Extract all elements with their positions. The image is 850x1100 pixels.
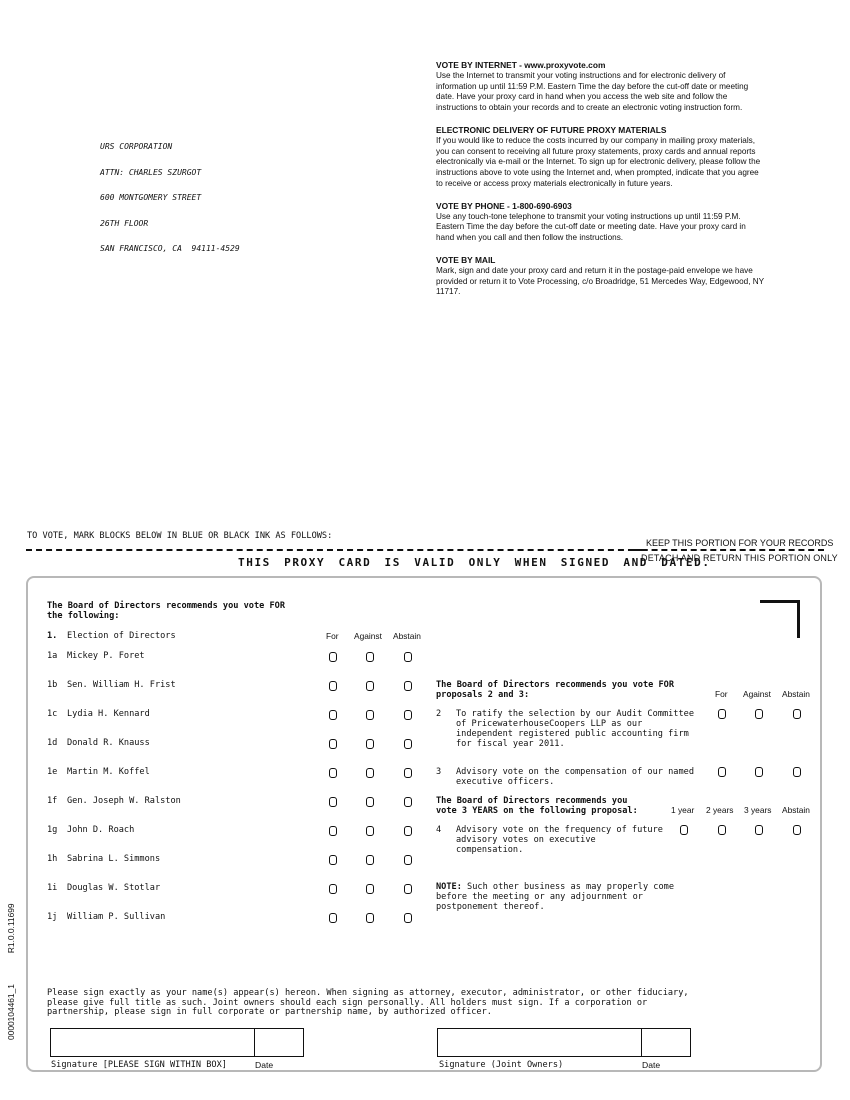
director-against-checkbox[interactable] [366,681,374,691]
proposal-3-abstain-checkbox[interactable] [793,767,801,777]
detach-line-right [632,549,824,551]
director-abstain-checkbox[interactable] [404,681,412,691]
vote-by-internet-heading: VOTE BY INTERNET - www.proxyvote.com [436,60,606,70]
joint-signature-date-label: Date [642,1060,661,1070]
director-id: 1e [47,767,58,777]
signature-box[interactable] [50,1028,255,1057]
detach-line [26,549,644,551]
vote-by-mail-section [436,255,766,298]
proposal-2-abstain-checkbox[interactable] [793,709,801,719]
column-against-right: Against [743,689,771,699]
item-1-label: Election of Directors [67,631,176,641]
director-name: Donald R. Knauss [67,738,150,748]
director-id: 1h [47,854,58,864]
column-abstain-right: Abstain [782,689,810,699]
director-for-checkbox[interactable] [329,710,337,720]
proposal-3-number: 3 [436,767,442,777]
director-against-checkbox[interactable] [366,797,374,807]
signature-date-box[interactable] [254,1028,304,1057]
director-abstain-checkbox[interactable] [404,797,412,807]
director-abstain-checkbox[interactable] [404,710,412,720]
column-abstain: Abstain [393,631,421,641]
director-id: 1a [47,651,58,661]
director-id: 1f [47,796,58,806]
voting-instructions [436,60,766,309]
address-line: ATTN: CHARLES SZURGOT [100,167,202,177]
electronic-delivery-heading: ELECTRONIC DELIVERY OF FUTURE PROXY MATERIALS [436,124,667,135]
director-abstain-checkbox[interactable] [404,652,412,662]
proposal-4-number: 4 [436,825,442,835]
director-name: John D. Roach [67,825,135,835]
director-id: 1g [47,825,58,835]
column-for: For [326,631,339,641]
joint-signature-label: Signature (Joint Owners) [439,1060,564,1070]
proposal-2-number: 2 [436,709,442,719]
director-name: Gen. Joseph W. Ralston [67,796,181,806]
vote-by-internet-text: Use the Internet to transmit your voting instructions and for electronic delivery of information up until 11:59 P.M. Eastern Time the day before the cut-off date or meeting date. Have your proxy card in hand when you access the web site and follow the instructions to obtain your records and to create an electronic voting instruction form. [436,70,749,113]
director-abstain-checkbox[interactable] [404,913,412,923]
director-id: 1b [47,680,58,690]
director-abstain-checkbox[interactable] [404,768,412,778]
proposal-3-for-checkbox[interactable] [718,767,726,777]
director-name: Douglas W. Stotlar [67,883,161,893]
signing-instructions: Please sign exactly as your name(s) appear(s) hereon. When signing as attorney, executor, administrator, or other fiduciary, please give full title as such. Joint owners should each sign personally. All holders must sign. If a corporation or partnership, please sign in full corporate or partnership name, by authorized officer. [47,988,689,1018]
director-abstain-checkbox[interactable] [404,739,412,749]
mailing-address [100,126,240,262]
board-recommendation-directors: The Board of Directors recommends you vote FOR the following: [47,601,285,621]
director-name: Sen. William H. Frist [67,680,176,690]
director-against-checkbox[interactable] [366,652,374,662]
electronic-delivery-section [436,125,766,190]
director-id: 1i [47,883,58,893]
proposal-3-text: Advisory vote on the compensation of our named executive officers. [456,767,694,787]
director-name: Lydia H. Kennard [67,709,150,719]
proposal-4-1-year-checkbox[interactable] [680,825,688,835]
detach-return-label: DETACH AND RETURN THIS PORTION ONLY [641,553,838,563]
proposal-4-3-years-checkbox[interactable] [755,825,763,835]
director-abstain-checkbox[interactable] [404,884,412,894]
proposal-3-against-checkbox[interactable] [755,767,763,777]
director-for-checkbox[interactable] [329,797,337,807]
note [436,882,674,912]
director-for-checkbox[interactable] [329,739,337,749]
vote-by-mail-text: Mark, sign and date your proxy card and return it in the postage-paid envelope we have provided or return it to Vote Processing, c/o Broadridge, 51 Mercedes Way, Edgewood, NY 11717. [436,265,764,297]
corner-registration-mark [760,600,800,638]
director-for-checkbox[interactable] [329,855,337,865]
address-line: URS CORPORATION [100,142,173,151]
director-against-checkbox[interactable] [366,913,374,923]
valid-notice: THIS PROXY CARD IS VALID ONLY WHEN SIGNED AND DATED. [238,556,711,569]
director-against-checkbox[interactable] [366,710,374,720]
proposal-2-against-checkbox[interactable] [755,709,763,719]
address-line: SAN FRANCISCO, CA 94111-4529 [100,244,240,253]
director-for-checkbox[interactable] [329,681,337,691]
director-id: 1d [47,738,58,748]
director-for-checkbox[interactable] [329,652,337,662]
signature-label: Signature [PLEASE SIGN WITHIN BOX] [51,1060,227,1070]
director-against-checkbox[interactable] [366,884,374,894]
document-code: 0000104461_1 R1.0.0.11699 [6,903,16,1040]
column-2-years: 2 years [706,805,734,815]
director-name: Mickey P. Foret [67,651,145,661]
joint-signature-box[interactable] [437,1028,642,1057]
director-name: Martin M. Koffel [67,767,150,777]
director-against-checkbox[interactable] [366,739,374,749]
vote-by-mail-heading: VOTE BY MAIL [436,254,496,265]
vote-by-phone-section [436,201,766,244]
column-1-year: 1 year [671,805,695,815]
director-abstain-checkbox[interactable] [404,826,412,836]
proposal-2-text: To ratify the selection by our Audit Committee of PricewaterhouseCoopers LLP as our independent registered public accounting firm for fiscal year 2011. [456,709,694,749]
director-for-checkbox[interactable] [329,913,337,923]
address-line: 600 MONTGOMERY STREET [100,193,202,202]
director-against-checkbox[interactable] [366,855,374,865]
note-text: Such other business as may properly come before the meeting or any adjournment or postponement thereof. [436,882,675,912]
director-for-checkbox[interactable] [329,884,337,894]
proposal-4-2-years-checkbox[interactable] [718,825,726,835]
director-against-checkbox[interactable] [366,826,374,836]
column-against: Against [354,631,382,641]
vote-by-phone-text: Use any touch-tone telephone to transmit your voting instructions up until 11:59 P.M. Eastern Time the day before the cut-off date or meeting date. Have your proxy card in hand when you call and then follow the instructions. [436,211,746,243]
director-for-checkbox[interactable] [329,826,337,836]
electronic-delivery-text: If you would like to reduce the costs incurred by our company in mailing proxy materials, you can consent to receiving all future proxy statements, proxy cards and annual reports electronically via e-mail or the Internet. To sign up for electronic delivery, please follow the instructions above to vote using the Internet and, when prompted, indicate that you agree to receive or access proxy materials electronically in future years. [436,135,761,188]
board-recommendation-proposals-2-3: The Board of Directors recommends you vote FOR proposals 2 and 3: [436,680,674,700]
director-name: Sabrina L. Simmons [67,854,161,864]
column-abstain-4: Abstain [782,805,810,815]
vote-by-internet-section [436,60,766,114]
column-for-right: For [715,689,728,699]
director-id: 1c [47,709,58,719]
proposal-4-text: Advisory vote on the frequency of future advisory votes on executive compensation. [456,825,663,855]
vote-by-phone-heading: VOTE BY PHONE - 1-800-690-6903 [436,200,572,211]
director-abstain-checkbox[interactable] [404,855,412,865]
director-against-checkbox[interactable] [366,768,374,778]
joint-signature-date-box[interactable] [641,1028,691,1057]
proposal-2-for-checkbox[interactable] [718,709,726,719]
column-3-years: 3 years [744,805,772,815]
keep-portion-label: KEEP THIS PORTION FOR YOUR RECORDS [646,538,834,548]
director-for-checkbox[interactable] [329,768,337,778]
board-recommendation-proposal-4: The Board of Directors recommends you vote 3 YEARS on the following proposal: [436,796,638,816]
director-id: 1j [47,912,58,922]
proposal-4-abstain-checkbox[interactable] [793,825,801,835]
address-line: 26TH FLOOR [100,218,149,228]
signature-date-label: Date [255,1060,274,1070]
director-name: William P. Sullivan [67,912,166,922]
marking-instruction: TO VOTE, MARK BLOCKS BELOW IN BLUE OR BLACK INK AS FOLLOWS: [27,531,333,541]
note-label: NOTE: [436,882,462,892]
item-1-number: 1. [47,631,58,641]
